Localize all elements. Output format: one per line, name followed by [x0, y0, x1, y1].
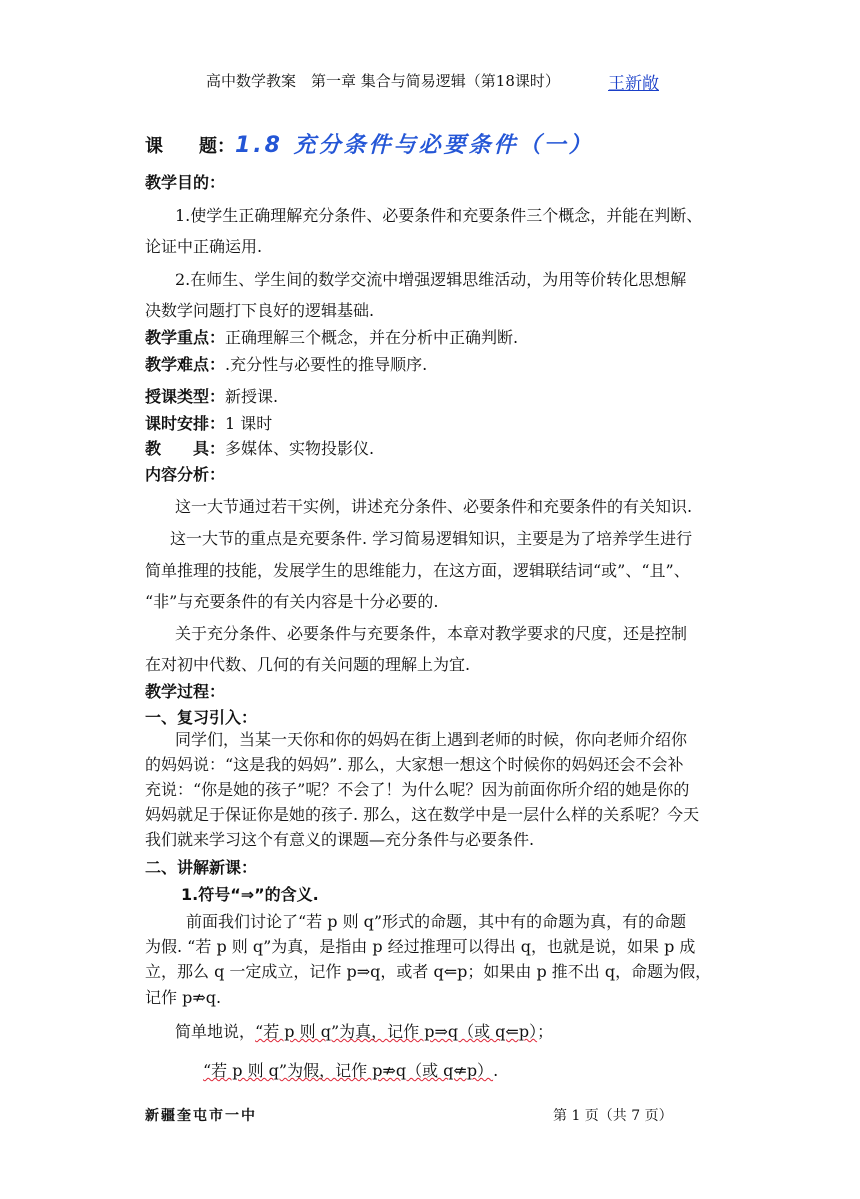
analysis-p1: 这一大节通过若干实例，讲述充分条件、必要条件和充要条件的有关知识.	[175, 497, 693, 516]
newlesson-line-1: 前面我们讨论了“若 p 则 q”形式的命题，其中有的命题为真，有的命题	[186, 912, 687, 931]
footer-school: 新疆奎屯市一中	[145, 1108, 257, 1124]
key-points-label: 教学重点：	[145, 328, 226, 347]
lesson-type-text: 新授课.	[225, 387, 279, 406]
difficulty-row	[145, 352, 427, 375]
key-points-row	[145, 325, 518, 348]
running-header: 高中数学教案 第一章 集合与简易逻辑（第18课时）	[206, 72, 560, 90]
tools-row	[145, 436, 374, 459]
schedule-row	[145, 411, 272, 434]
summary-prefix: 简单地说，	[175, 1022, 256, 1041]
summary-true-text: “若 p 则 q”为真，记作 p⇒q（或 q⇐p）	[255, 1022, 538, 1041]
author-link[interactable]: 王新敞	[608, 74, 659, 94]
analysis-p3-line-2: 在对初中代数、几何的有关问题的理解上为宜.	[145, 655, 471, 674]
lesson-title-row	[145, 128, 594, 159]
review-line-5: 我们就来学习这个有意义的课题—充分条件与必要条件.	[145, 830, 535, 849]
symbol-meaning-heading: 1.符号“⇒”的含义.	[181, 885, 319, 904]
difficulty-text: .充分性与必要性的推导顺序.	[225, 355, 428, 374]
lesson-title: 1.8 充分条件与必要条件（一）	[235, 133, 594, 158]
analysis-p2-line-3: “非”与充要条件的有关内容是十分必要的.	[145, 592, 439, 611]
newlesson-line-2: 为假. “若 p 则 q”为真，是指由 p 经过推理可以得出 q，也就是说，如果 p 成	[145, 937, 696, 956]
analysis-p2-line-2: 简单推理的技能，发展学生的思维能力，在这方面，逻辑联结词“或”、“且”、	[145, 561, 690, 580]
analysis-p3-line-1: 关于充分条件、必要条件与充要条件，本章对教学要求的尺度，还是控制	[175, 624, 688, 643]
review-line-1: 同学们，当某一天你和你的妈妈在街上遇到老师的时候，你向老师介绍你	[175, 730, 688, 749]
difficulty-label: 教学难点：	[145, 355, 226, 374]
newlesson-line-3: 立，那么 q 一定成立，记作 p⇒q，或者 q⇐p；如果由 p 推不出 q，命题为假，	[145, 962, 712, 981]
schedule-text: 1 课时	[225, 414, 273, 433]
summary-true-end: ；	[537, 1022, 554, 1041]
section-review-heading: 一、复习引入：	[145, 708, 258, 727]
objective-2-line-2: 决数学问题打下良好的逻辑基础.	[145, 301, 375, 320]
process-heading: 教学过程：	[145, 682, 226, 701]
schedule-label: 课时安排：	[145, 414, 226, 433]
summary-false-row	[203, 1058, 498, 1081]
title-label: 课 题：	[145, 136, 235, 157]
lesson-type-row	[145, 384, 278, 407]
review-line-3: 充说：“你是她的孩子”呢？不会了！为什么呢？因为前面你所介绍的她是你的	[145, 780, 690, 799]
summary-false-text: “若 p 则 q”为假，记作 p⇏q（或 q⇍p）	[203, 1061, 494, 1080]
objective-1-line-2: 论证中正确运用.	[145, 237, 263, 256]
objectives-heading: 教学目的：	[145, 173, 226, 192]
section-newlesson-heading: 二、讲解新课：	[145, 858, 258, 877]
analysis-p2-line-1: 这一大节的重点是充要条件. 学习简易逻辑知识，主要是为了培养学生进行	[170, 529, 693, 548]
review-line-2: 的妈妈说：“这是我的妈妈”. 那么，大家想一想这个时候你的妈妈还会不会补	[145, 755, 684, 774]
tools-text: 多媒体、实物投影仪.	[225, 439, 375, 458]
objective-1-line-1: 1.使学生正确理解充分条件、必要条件和充要条件三个概念，并能在判断、	[175, 206, 703, 225]
newlesson-line-4: 记作 p⇏q.	[145, 988, 222, 1007]
tools-label: 教 具：	[145, 439, 226, 458]
summary-false-end: .	[493, 1061, 499, 1080]
footer-page-number: 第 1 页（共 7 页）	[553, 1108, 673, 1124]
key-points-text: 正确理解三个概念，并在分析中正确判断.	[225, 328, 519, 347]
objective-2-line-1: 2.在师生、学生间的数学交流中增强逻辑思维活动，为用等价转化思想解	[175, 270, 687, 289]
review-line-4: 妈妈就足于保证你是她的孩子. 那么，这在数学中是一层什么样的关系呢？今天	[145, 805, 700, 824]
summary-true-row	[175, 1019, 553, 1042]
lesson-type-label: 授课类型：	[145, 387, 226, 406]
analysis-heading: 内容分析：	[145, 465, 226, 484]
